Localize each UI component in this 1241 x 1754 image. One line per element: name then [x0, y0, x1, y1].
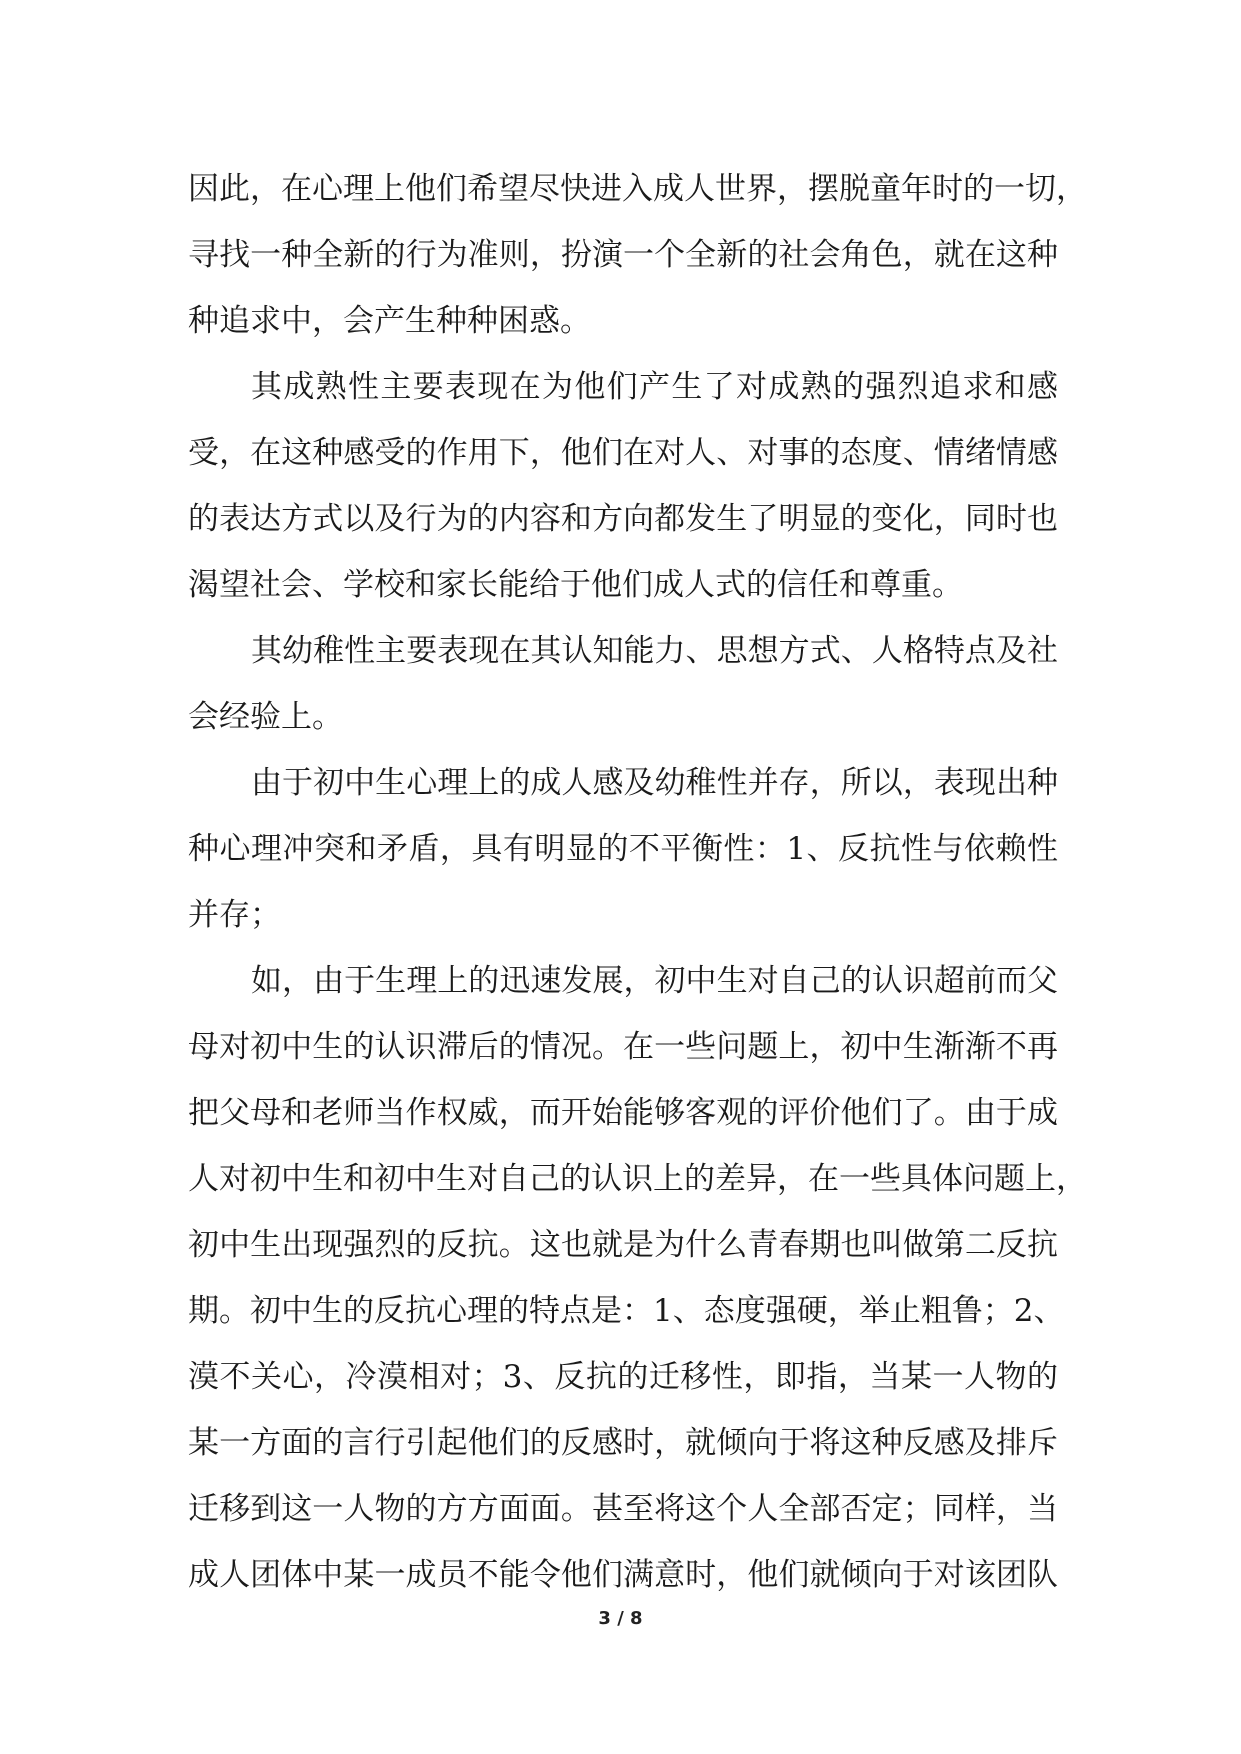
text-line: 期。初中生的反抗心理的特点是：1、态度强硬，举止粗鲁；2、	[188, 1293, 1065, 1329]
text-line: 渴望社会、学校和家长能给于他们成人式的信任和尊重。	[188, 567, 963, 603]
text-line: 把父母和老师当作权威，而开始能够客观的评价他们了。由于成	[188, 1095, 1058, 1131]
text-line: 漠不关心，冷漠相对；3、反抗的迁移性，即指，当某一人物的	[188, 1359, 1058, 1395]
text-line: 并存；	[188, 897, 281, 933]
text-line: 的表达方式以及行为的内容和方向都发生了明显的变化，同时也	[188, 501, 1058, 537]
text-line: 因此，在心理上他们希望尽快进入成人世界，摆脱童年时的一切，	[188, 171, 1087, 207]
paragraph-first-line: 如，由于生理上的迅速发展，初中生对自己的认识超前而父	[251, 963, 1058, 999]
page-number: 3 / 8	[598, 1608, 643, 1629]
text-line: 母对初中生的认识滞后的情况。在一些问题上，初中生渐渐不再	[188, 1029, 1058, 1065]
text-line: 种追求中，会产生种种困惑。	[188, 303, 591, 339]
text-line: 受，在这种感受的作用下，他们在对人、对事的态度、情绪情感	[188, 435, 1058, 471]
text-line: 人对初中生和初中生对自己的认识上的差异，在一些具体问题上，	[188, 1161, 1087, 1197]
paragraph-first-line: 其幼稚性主要表现在其认知能力、思想方式、人格特点及社	[251, 633, 1058, 669]
text-line: 会经验上。	[188, 699, 343, 735]
text-line: 种心理冲突和矛盾，具有明显的不平衡性：1、反抗性与依赖性	[188, 831, 1058, 867]
text-line: 迁移到这一人物的方方面面。甚至将这个人全部否定；同样，当	[188, 1491, 1058, 1527]
text-line: 寻找一种全新的行为准则，扮演一个全新的社会角色，就在这种	[188, 237, 1058, 273]
body-text	[188, 156, 1087, 1608]
paragraph-first-line: 其成熟性主要表现在为他们产生了对成熟的强烈追求和感	[251, 369, 1058, 405]
text-line: 成人团体中某一成员不能令他们满意时，他们就倾向于对该团队	[188, 1557, 1058, 1593]
text-line: 某一方面的言行引起他们的反感时，就倾向于将这种反感及排斥	[188, 1425, 1058, 1461]
paragraph-first-line: 由于初中生心理上的成人感及幼稚性并存，所以，表现出种	[251, 765, 1058, 801]
text-line: 初中生出现强烈的反抗。这也就是为什么青春期也叫做第二反抗	[188, 1227, 1058, 1263]
